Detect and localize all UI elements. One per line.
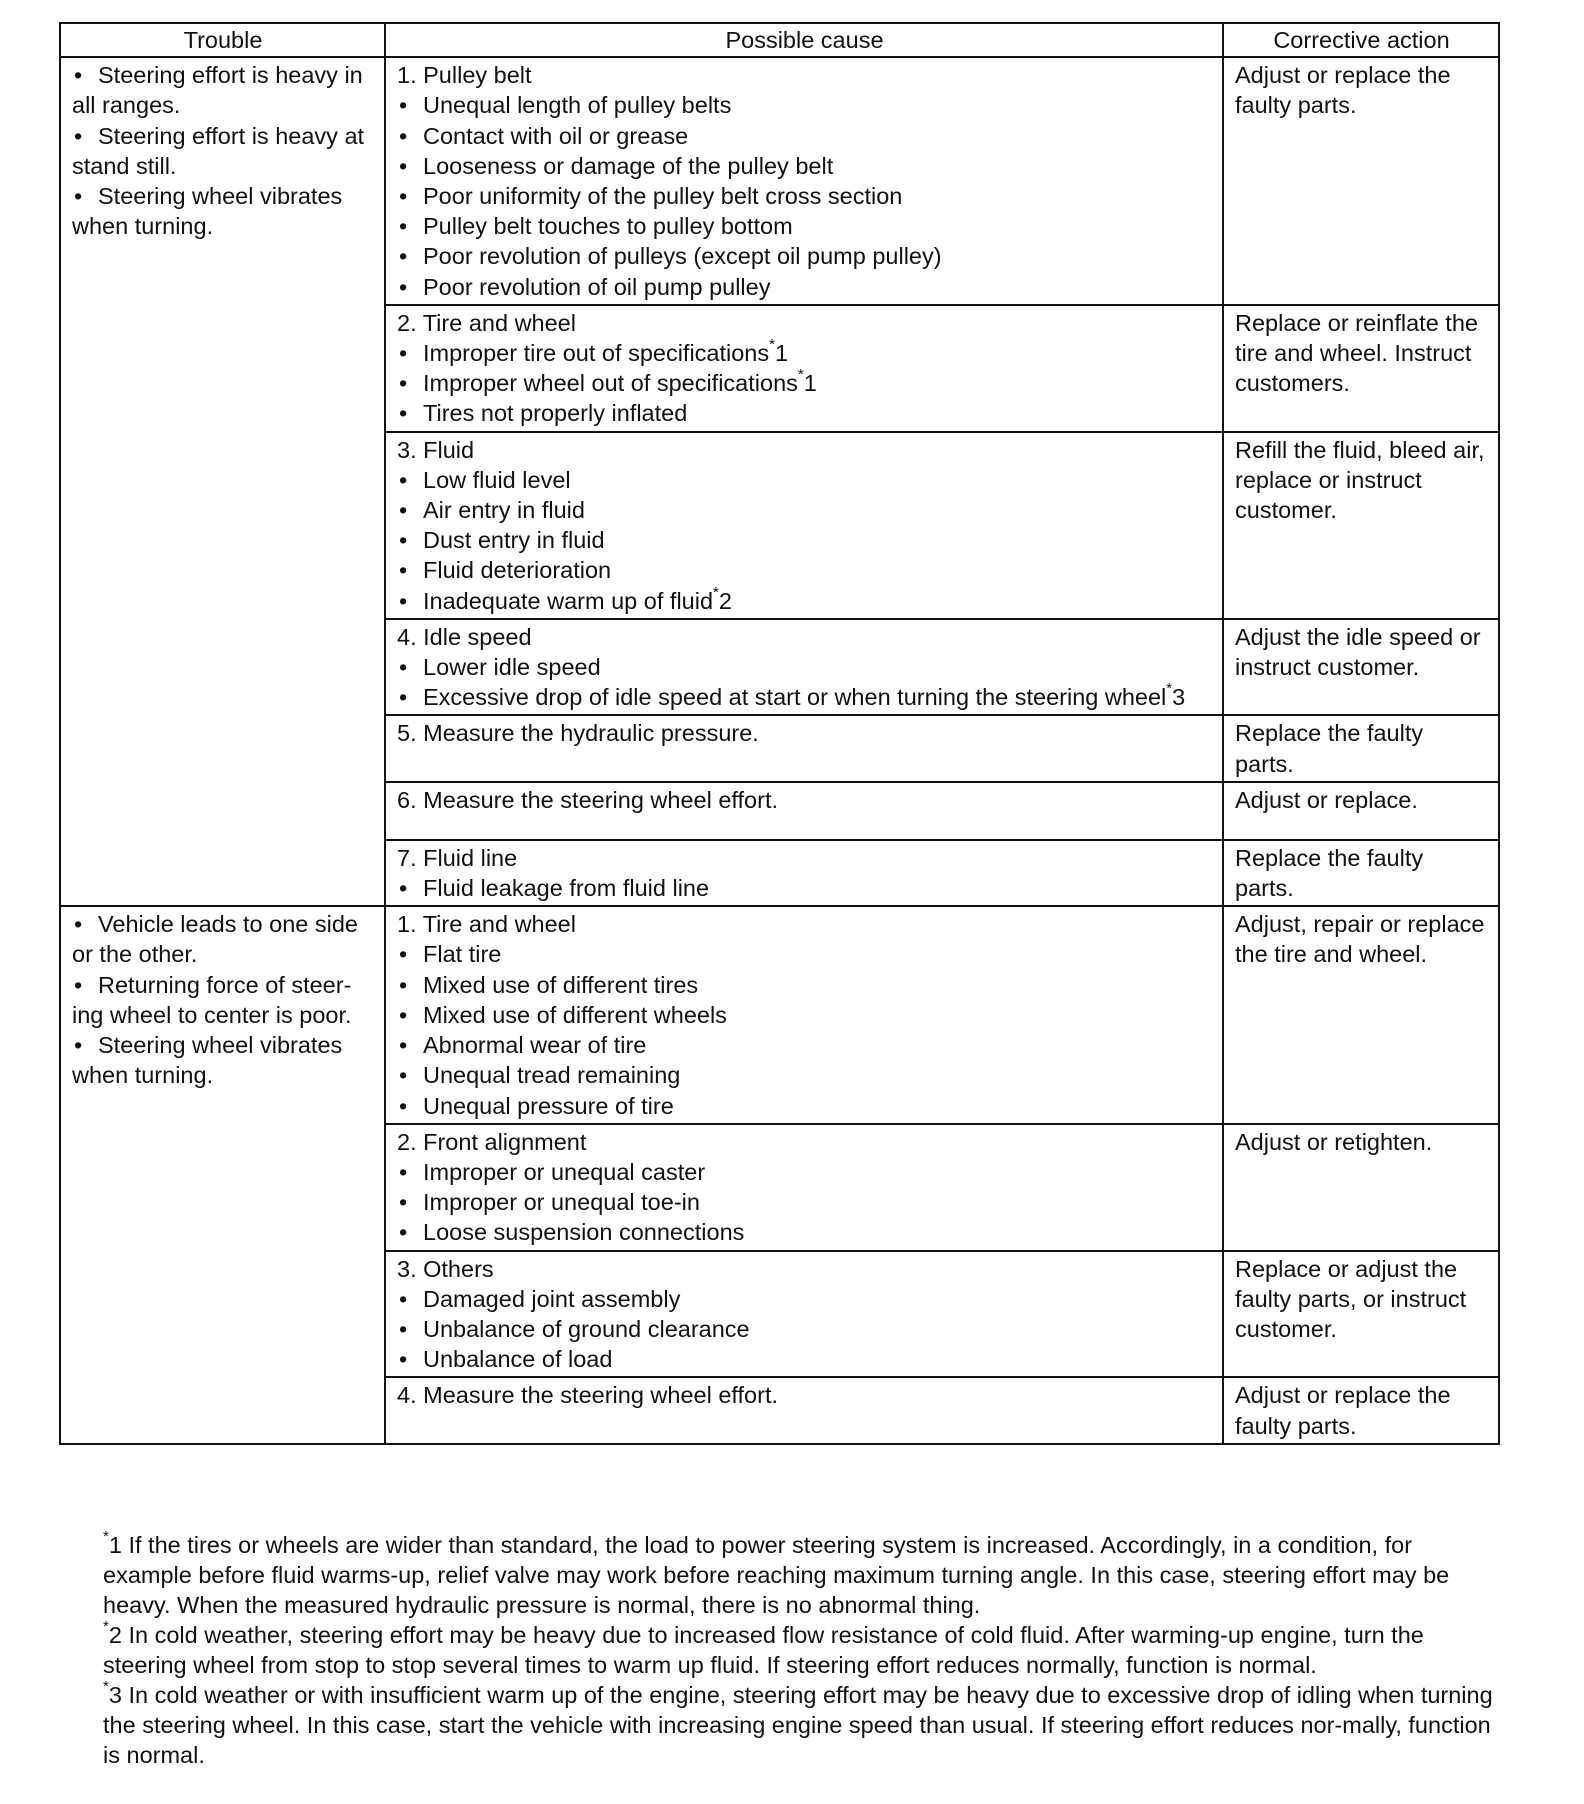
footnote-asterisk: * [769,336,775,354]
action-cell: Refill the fluid, bleed air, replace or instruct customer. [1223,432,1499,619]
footnote-ref: 2 [718,587,732,614]
action-cell: Replace or reinflate the tire and wheel. Instruct customers. [1223,305,1499,432]
cause-cell [385,1124,1223,1251]
footnote-text: In cold weather or with insufficient warm up of the engine, steering effort may be heavy due to excessive drop of idling when turning the steering wheel. In this case, start the vehicle with increasing engine speed than usual. If steering effort reduces nor-mally, function is normal. [103,1682,1493,1768]
action-cell: Adjust or replace the faulty parts. [1223,57,1499,305]
cause-item: • Unbalance of ground clearance [397,1314,1212,1344]
cause-item: • Unequal tread remaining [397,1060,1212,1090]
action-cell: Adjust, repair or replace the tire and wheel. [1223,906,1499,1123]
cause-title: 4. Idle speed [397,623,532,650]
cause-item-text: Excessive drop of idle speed at start or when turning the steering wheel [423,684,1167,711]
cause-cell [385,619,1223,716]
cause-title: 3. Others [397,1255,494,1282]
cause-title: 5. Measure the hydraulic pressure. [397,720,759,747]
cause-cell [385,906,1223,1123]
cause-cell [385,57,1223,305]
cause-cell [385,1251,1223,1378]
footnote-asterisk: * [103,1618,109,1635]
cause-item [397,682,1212,712]
cause-title: 1. Pulley belt [397,62,532,89]
header-row [60,23,1499,57]
cause-item [397,583,1212,616]
action-cell: Adjust or retighten. [1223,1124,1499,1251]
footnote-asterisk: * [103,1528,109,1545]
cause-item: • Poor revolution of oil pump pulley [397,272,1212,302]
footnote-asterisk: * [713,583,719,601]
trouble-item: • Steering effort is heavy in all ranges. [72,60,374,120]
cause-cell [385,305,1223,432]
cause-cell [385,432,1223,619]
action-cell: Adjust the idle speed or instruct customer. [1223,619,1499,716]
footnote-ref: 1 [774,340,789,367]
cause-item: • Pulley belt touches to pulley bottom [397,211,1212,241]
action-cell: Adjust or replace the faulty parts. [1223,1377,1499,1443]
cause-item: • Unbalance of load [397,1344,1212,1374]
trouble-item: • Steering wheel vibrates when turning. [72,181,374,241]
cause-item: • Mixed use of different wheels [397,1000,1212,1030]
footnote-text: If the tires or wheels are wider than standard, the load to power steering system is increased. Accordingly, in a condition, for example before fluid warms-up, relief valve may work before reaching maximum turning angle. In this case, steering effort may be heavy. When the measured hydraulic pressure is normal, there is no abnormal thing. [103,1532,1450,1618]
cause-item: • Dust entry in fluid [397,525,1212,555]
cause-item [397,338,1212,368]
header-possible-cause: Possible cause [385,23,1223,57]
action-cell: Replace the faulty parts. [1223,715,1499,781]
cause-item: • Low fluid level [397,465,1212,495]
cause-item: • Lower idle speed [397,652,1212,682]
trouble-item: • Steering wheel vibrates when turning. [72,1030,374,1090]
cause-item: • Fluid deterioration [397,555,1212,585]
cause-item: • Improper or unequal toe-in [397,1187,1212,1217]
cause-item: • Loose suspension connections [397,1217,1212,1247]
table-row [60,906,1499,1123]
footnote-ref: 3 [1172,684,1186,711]
cause-cell [385,782,1223,840]
cause-item: • Looseness or damage of the pulley belt [397,151,1212,181]
cause-item: • Abnormal wear of tire [397,1030,1212,1060]
cause-item: • Air entry in fluid [397,495,1212,525]
cause-item: • Unequal length of pulley belts [397,90,1212,120]
cause-item [397,368,1212,398]
cause-item: • Damaged joint assembly [397,1284,1212,1314]
cause-cell [385,715,1223,781]
trouble-cell-group1 [60,57,385,906]
cause-item: • Tires not properly inflated [397,398,1212,428]
cause-item: • Mixed use of different tires [397,970,1212,1000]
footnote-3 [103,1680,1500,1770]
cause-title: 3. Fluid [397,436,475,463]
footnote-number: 3 [108,1682,122,1708]
cause-item: • Poor revolution of pulleys (except oil pump pulley) [397,241,1212,271]
footnote-number: 2 [108,1622,122,1648]
cause-item: • Flat tire [397,939,1212,969]
footnotes [103,1530,1500,1770]
cause-item-text: Improper tire out of specifications [423,340,770,367]
footnote-asterisk: * [1166,680,1173,698]
cause-cell [385,840,1223,906]
header-trouble: Trouble [60,23,385,57]
action-cell: Replace the faulty parts. [1223,840,1499,906]
footnote-asterisk: * [797,366,804,384]
troubleshooting-table [59,22,1500,1445]
header-corrective-action: Corrective action [1223,23,1499,57]
trouble-item: • Vehicle leads to one side or the other. [72,909,374,969]
cause-title: 7. Fluid line [397,844,518,871]
cause-item-text: Inadequate warm up of fluid [423,587,714,614]
cause-item: • Poor uniformity of the pulley belt cross section [397,181,1212,211]
trouble-item: • Returning force of steer-ing wheel to center is poor. [72,970,374,1030]
cause-item: • Fluid leakage from fluid line [397,873,1212,903]
cause-item: • Unequal pressure of tire [397,1091,1212,1121]
cause-title: 1. Tire and wheel [397,911,576,938]
cause-title: 6. Measure the steering wheel effort. [397,786,779,813]
cause-item: • Contact with oil or grease [397,121,1212,151]
footnote-2 [103,1620,1500,1680]
footnote-1 [103,1530,1500,1620]
trouble-cell-group2 [60,906,385,1443]
cause-title: 2. Front alignment [397,1128,587,1155]
cause-title: 2. Tire and wheel [397,309,576,336]
table-row [60,57,1499,305]
footnote-number: 1 [108,1532,122,1558]
cause-cell [385,1377,1223,1443]
cause-item: • Improper or unequal caster [397,1157,1212,1187]
action-cell: Replace or adjust the faulty parts, or instruct customer. [1223,1251,1499,1378]
footnote-text: In cold weather, steering effort may be heavy due to increased flow resistance of cold fluid. After warming-up engine, turn the steering wheel from stop to stop several times to warm up fluid. If steering effort reduces normally, function is normal. [103,1622,1424,1678]
cause-title: 4. Measure the steering wheel effort. [397,1382,779,1409]
action-cell: Adjust or replace. [1223,782,1499,840]
cause-item-text: Improper wheel out of specifications [423,370,798,397]
trouble-item: • Steering effort is heavy at stand still. [72,121,374,181]
footnote-ref: 1 [803,370,817,397]
footnote-asterisk: * [103,1678,109,1695]
